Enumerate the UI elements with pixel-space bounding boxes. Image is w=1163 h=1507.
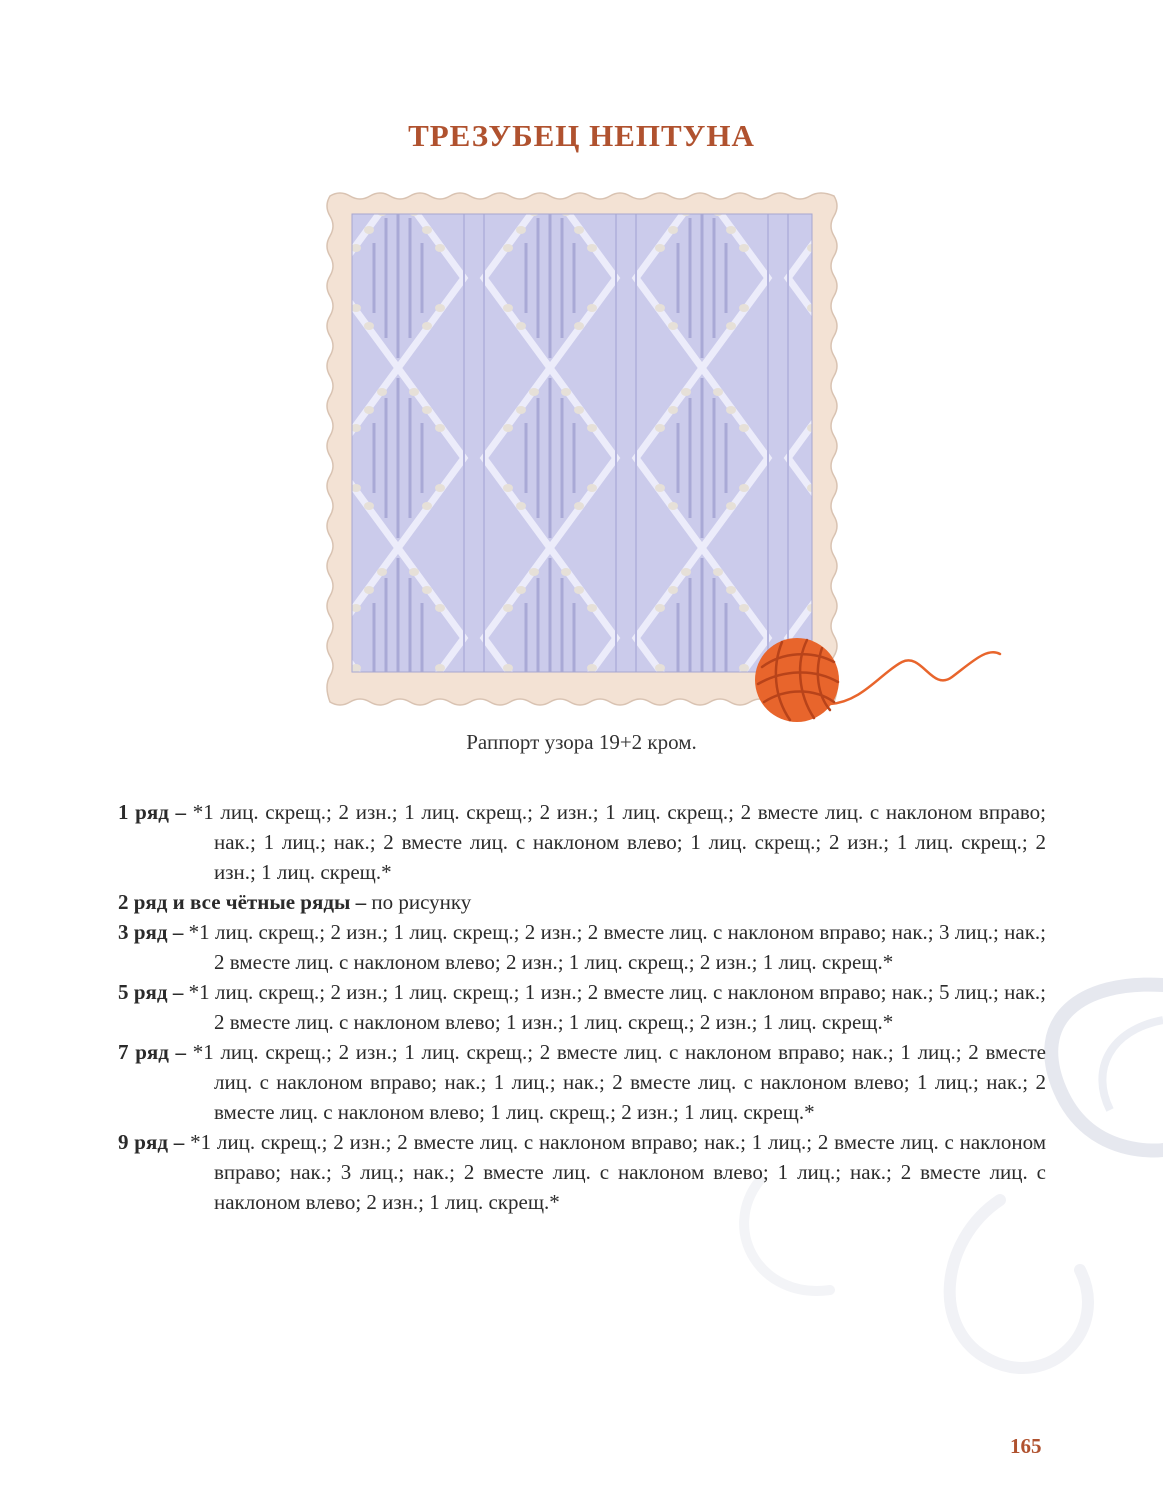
- row-7: [118, 1037, 1046, 1127]
- row-label: 3 ряд: [118, 920, 168, 944]
- row-dash: –: [168, 1040, 193, 1064]
- row-label: 2 ряд и все чётные ряды: [118, 890, 351, 914]
- row-text: *1 лиц. скрещ.; 2 изн.; 1 лиц. скрещ.; 2 изн.; 2 вместе лиц. с наклоном вправо; нак.; 3 лиц.; нак.; 2 вместе лиц. с наклоном влево; 2 изн.; 1 лиц. скрещ.; 2 изн.; 1 лиц. скрещ.*: [188, 920, 1047, 974]
- row-text: по рисунку: [371, 890, 472, 914]
- yarn-ball-icon: [752, 632, 1004, 728]
- row-dash: –: [350, 890, 372, 914]
- row-dash: –: [167, 1130, 191, 1154]
- row-dash: –: [167, 920, 189, 944]
- row-label: 7 ряд: [118, 1040, 169, 1064]
- row-instructions: [118, 797, 1046, 1217]
- row-dash: –: [167, 980, 189, 1004]
- row-label: 1 ряд: [118, 800, 169, 824]
- row-text: *1 лиц. скрещ.; 2 изн.; 2 вместе лиц. с наклоном вправо; нак.; 1 лиц.; 2 вместе лиц. с наклоном вправо; нак.; 3 лиц.; нак.; 2 вместе лиц. с наклоном влево; 1 лиц.; нак.; 2 вместе лиц. с наклоном влево; 2 изн.; 1 лиц. скрещ.*: [190, 1130, 1046, 1214]
- page-title: ТРЕЗУБЕЦ НЕПТУНА: [408, 118, 755, 153]
- row-label: 5 ряд: [118, 980, 168, 1004]
- row-text: *1 лиц. скрещ.; 2 изн.; 1 лиц. скрещ.; 2 вместе лиц. с наклоном вправо; нак.; 1 лиц.; 2 вместе лиц. с наклоном вправо; нак.; 1 лиц.; нак.; 2 вместе лиц. с наклоном влево; 1 лиц.; нак.; 2 вместе лиц. с наклоном влево; 1 лиц. скрещ.; 2 изн.; 1 лиц. скрещ.*: [192, 1040, 1046, 1124]
- row-label: 9 ряд: [118, 1130, 168, 1154]
- row-1: [118, 797, 1046, 887]
- row-9: [118, 1127, 1046, 1217]
- page-number: 165: [1010, 1434, 1042, 1458]
- row-3: [118, 917, 1046, 977]
- row-2-even: [118, 887, 1046, 917]
- row-text: *1 лиц. скрещ.; 2 изн.; 1 лиц. скрещ.; 1 изн.; 2 вместе лиц. с наклоном вправо; нак.; 5 лиц.; нак.; 2 вместе лиц. с наклоном влево; 1 изн.; 1 лиц. скрещ.; 2 изн.; 1 лиц. скрещ.*: [188, 980, 1047, 1034]
- row-text: *1 лиц. скрещ.; 2 изн.; 1 лиц. скрещ.; 2 изн.; 1 лиц. скрещ.; 2 вместе лиц. с наклоном вправо; нак.; 1 лиц.; нак.; 2 вместе лиц. с наклоном влево; 1 лиц. скрещ.; 2 изн.; 1 лиц. скрещ.; 2 изн.; 1 лиц. скрещ.*: [192, 800, 1046, 884]
- row-dash: –: [168, 800, 193, 824]
- row-5: [118, 977, 1046, 1037]
- pattern-repeat-caption: Раппорт узора 19+2 кром.: [466, 730, 697, 754]
